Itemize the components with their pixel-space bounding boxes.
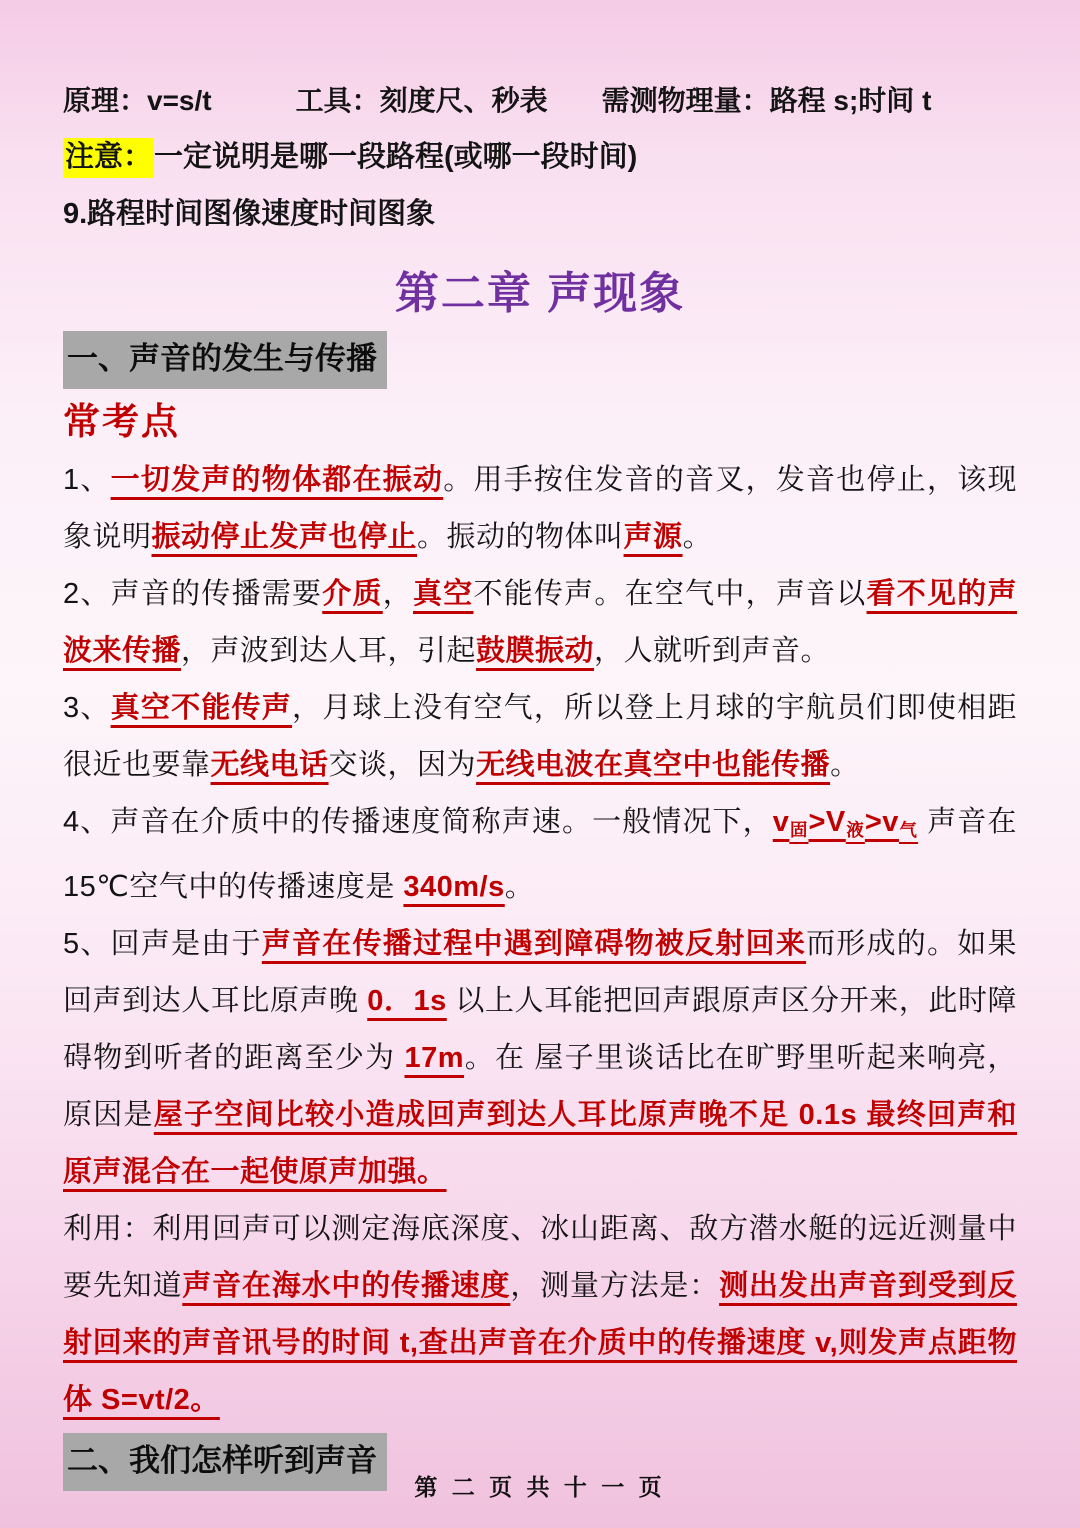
tools-text: 工具：刻度尺、秒表: [295, 85, 548, 116]
text-run: 以上人耳能把回声跟原声区分开来，此时障碍物到听者的距离至少为: [63, 985, 1018, 1075]
note-line: [63, 129, 1017, 186]
page-footer: 第 二 页 共 十 一 页: [414, 1474, 666, 1500]
emphasized-text-run: 固: [789, 820, 809, 841]
key-points-label: 常考点: [63, 401, 180, 442]
emphasized-text-run: 无线电话: [210, 749, 329, 781]
text-run: 不能传声。在空气中，声音以: [473, 578, 867, 610]
text-run: 。在 屋子里谈话比在旷野里听起来响亮，原因是: [63, 1042, 1017, 1132]
text-run: 2、声音的传播需要: [63, 578, 323, 610]
note-text: 一定说明是哪一段路程(或哪一段时间): [154, 141, 638, 173]
section-title-how-we-hear: 二、我们怎样听到声音: [63, 1433, 387, 1491]
paragraph-echo-application: [63, 1201, 1017, 1429]
note-label-highlighted: 注意：: [63, 138, 154, 178]
emphasized-text-run: 液: [845, 820, 865, 841]
section-heading-1: [63, 331, 1017, 390]
emphasized-text-run: 无线电波在真空中也能传播: [476, 749, 831, 781]
emphasized-text-run: 真空不能传声: [110, 692, 293, 724]
emphasized-text-run: 看不见的声波来传播: [63, 578, 1017, 667]
text-run: 3、: [63, 692, 111, 724]
text-run: 5、回声是由于: [63, 928, 262, 961]
emphasized-text-run: v: [772, 806, 790, 838]
paragraph-vacuum: [63, 680, 1017, 794]
emphasized-text-run: >V: [808, 806, 846, 838]
text-run: 。: [830, 749, 860, 781]
emphasized-text-run: 测出发出声音到受到反射回来的声音讯号的时间 t,查出声音在介质中的传播速度 v,则发声点距物体 S=vt/2。: [63, 1270, 1017, 1417]
emphasized-text-run: 一切发声的物体都在振动: [110, 464, 444, 496]
text-run: 。: [504, 871, 535, 904]
emphasized-text-run: 声源: [623, 521, 683, 553]
text-run: 利用：利用回声可以测定海底深度、冰山距离、敌方潜水艇的远近测量中要先知道: [63, 1213, 1017, 1303]
emphasized-text-run: 介质: [322, 578, 383, 610]
emphasized-text-run: 鼓膜振动: [476, 635, 595, 667]
emphasized-text-run: >v: [864, 806, 899, 838]
paragraph-vibration: [63, 452, 1017, 566]
measurement-summary-line: [63, 72, 1017, 129]
emphasized-text-run: 气: [898, 820, 919, 841]
paragraph-medium: [63, 566, 1017, 680]
principle-text: 原理：v=s/t: [63, 85, 212, 116]
paragraph-speed: [63, 794, 1017, 916]
text-run: 声音在15℃空气中的传播速度是: [63, 806, 1017, 904]
chapter-title: 第二章 声现象: [394, 269, 686, 318]
emphasized-text-run: 声音在海水中的传播速度: [182, 1270, 511, 1303]
text-run: ，声波到达人耳，引起: [181, 635, 477, 667]
emphasized-text-run: 0．1s: [367, 985, 447, 1018]
text-run: 1、: [63, 464, 111, 496]
text-run: 。振动的物体叫: [417, 521, 624, 553]
paragraph-echo: [63, 916, 1017, 1201]
section-title-sound-generation: 一、声音的发生与传播: [63, 331, 387, 389]
quantities-text: 需测物理量：路程 s;时间 t: [601, 85, 932, 116]
text-run: 4、声音在介质中的传播速度简称声速。一般情况下，: [63, 806, 773, 838]
emphasized-text-run: 真空: [412, 578, 474, 610]
text-run: 。用手按住发音的音叉，发音也停止，该现象说明: [63, 464, 1017, 553]
text-run: ，月球上没有空气，所以登上月球的宇航员们即使相距很近也要靠: [63, 692, 1017, 781]
text-run: ，测量方法是：: [510, 1270, 720, 1303]
text-run: ，人就听到声音。: [594, 635, 831, 667]
text-run: 而形成的。如果回声到达人耳比原声晚: [63, 928, 1017, 1018]
emphasized-text-run: 振动停止发声也停止: [151, 521, 418, 553]
graph-topic-line: 9.路程时间图像速度时间图象: [63, 198, 436, 230]
text-run: ，: [382, 578, 413, 610]
emphasized-text-run: 屋子空间比较小造成回声到达人耳比原声晚不足 0.1s 最终回声和原声混合在一起使原声加强。: [63, 1099, 1017, 1189]
emphasized-text-run: 17m: [404, 1042, 465, 1075]
emphasized-text-run: 340m/s: [403, 871, 505, 904]
text-run: 交谈，因为: [328, 749, 477, 781]
text-run: 。: [682, 521, 713, 553]
emphasized-text-run: 声音在传播过程中遇到障碍物被反射回来: [261, 928, 807, 961]
